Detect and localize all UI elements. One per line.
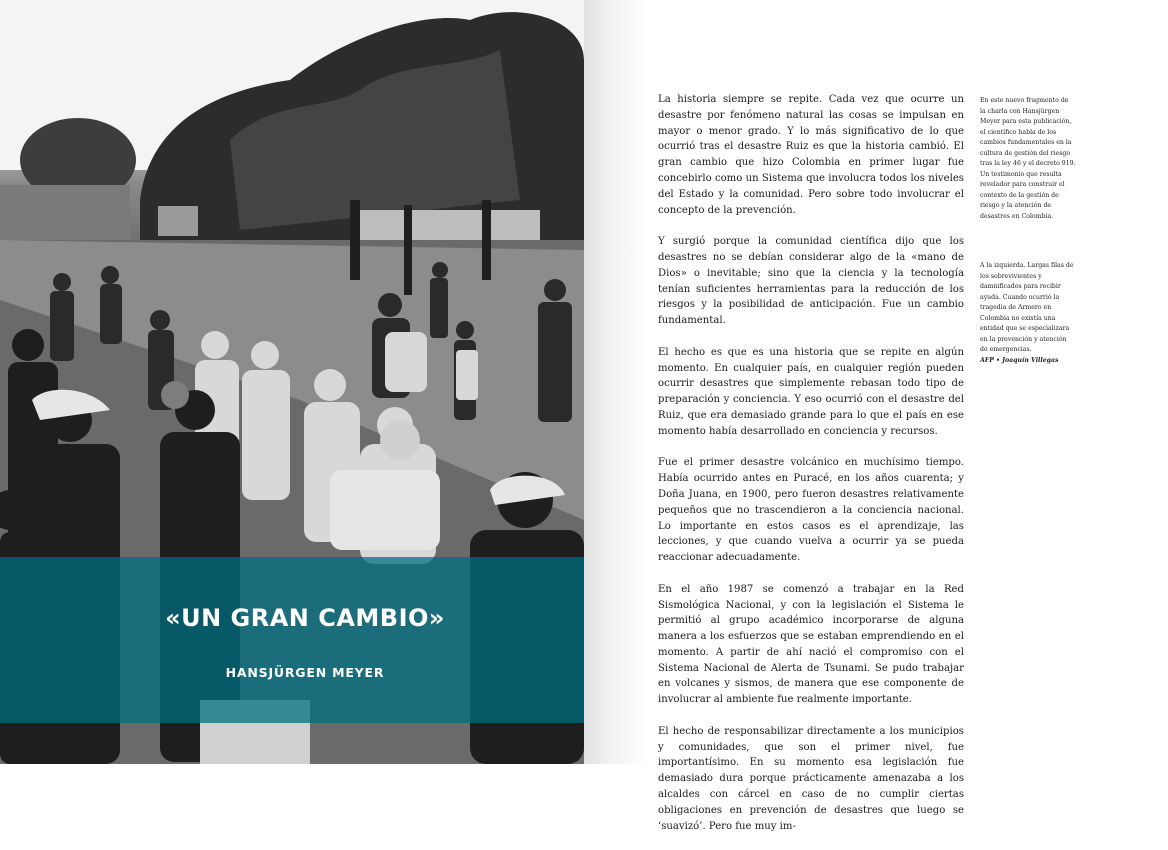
photo-credit: AFP • Joaquín Villegas: [980, 356, 1059, 364]
text-page: [584, 0, 1168, 832]
paragraph: Y surgió porque la comunidad científica dijo que los desastres no se debían considerar algo de la «mano de Dios» o inevitable; sino que la ciencia y la tecnología tenían suficientes herramientas para la reducción de los riesgos y la posibilidad de anticipación. Fue un cambio fundamental.: [658, 236, 964, 327]
intro-sidenote: [980, 96, 1076, 222]
opening-photo: [0, 0, 584, 764]
intro-sidenote-text: En este nuevo fragmento de la charla con Hansjürgen Meyer para esta publicación, el científico habla de los cambios fundamentales en la cultura de gestión del riesgo tras la ley 46 y el decreto 919. Un testimonio que resulta revelador para construir el contexto de la gestión de riesgo y la atención de desastres en Colombia.: [980, 97, 1076, 220]
title-band: [0, 557, 584, 723]
photo-caption: [980, 261, 1076, 366]
article-body: [658, 92, 964, 850]
photo-caption-text: A la izquierda. Largas filas de los sobrevivientes y damnificados para recibir ayuda. Cuando ocurrió la tragedia de Armero en Colombia no existía una entidad que se especializara en la prevención y atención de emergencias.: [980, 262, 1074, 353]
paragraph: El hecho es que es una historia que se repite en algún momento. En cualquier país, en cualquier región pueden ocurrir desastres que simplemente rebasan todo tipo de preparación y conciencia. Y eso ocurrió con el desastre del Ruiz, que era demasiado grande para lo que el país en ese momento había desarrollado en conciencia y recursos.: [658, 346, 964, 437]
chapter-title: «UN GRAN CAMBIO»: [165, 604, 445, 632]
paragraph: La historia siempre se repite. Cada vez que ocurre un desastre por fenómeno natural las cosas se impulsan en mayor o menor grado. Y lo más significativo de lo que ocurrió tras el desastre Ruiz es que la historia cambió. El gran cambio que hizo Colombia en primer lugar fue concebirlo como un Sistema que involucra todos los niveles del Estado y la comunidad. Pero sobre todo involucrar el concepto de la prevención.: [658, 94, 964, 216]
chapter-author: HANSJÜRGEN MEYER: [225, 665, 385, 680]
paragraph: Fue el primer desastre volcánico en muchísimo tiempo. Había ocurrido antes en Puracé, en los años cuarenta; y Doña Juana, en 1900, pero fueron desastres relativamente pequeños que no trascendieron a la conciencia nacional. Lo importante en estos casos es el aprendizaje, las lecciones, y que cuando vuelva a ocurrir ya se pueda reaccionar adecuadamente.: [658, 457, 964, 564]
paragraph: El hecho de responsabilizar directamente a los municipios y comunidades, que son el primer nivel, fue importantísimo. En su momento esa legislación fue demasiado dura porque prácticamente amenazaba a los alcaldes con cárcel en caso de no cumplir ciertas obligaciones en prevención de desastres que luego se ‘suavizó’. Pero fue muy im-: [658, 725, 964, 832]
paragraph: En el año 1987 se comenzó a trabajar en la Red Sismológica Nacional, y con la legislación el Sistema le permitió al grupo académico incorporarse de alguna manera a los esfuerzos que se estaban emprendiendo en el momento. A partir de ahí nació el compromiso con el Sistema Nacional de Alerta de Tsunami. Se pudo trabajar en volcanes y sismos, de manera que ese componente de involucrar al ambiente fue realmente importante.: [658, 583, 964, 706]
